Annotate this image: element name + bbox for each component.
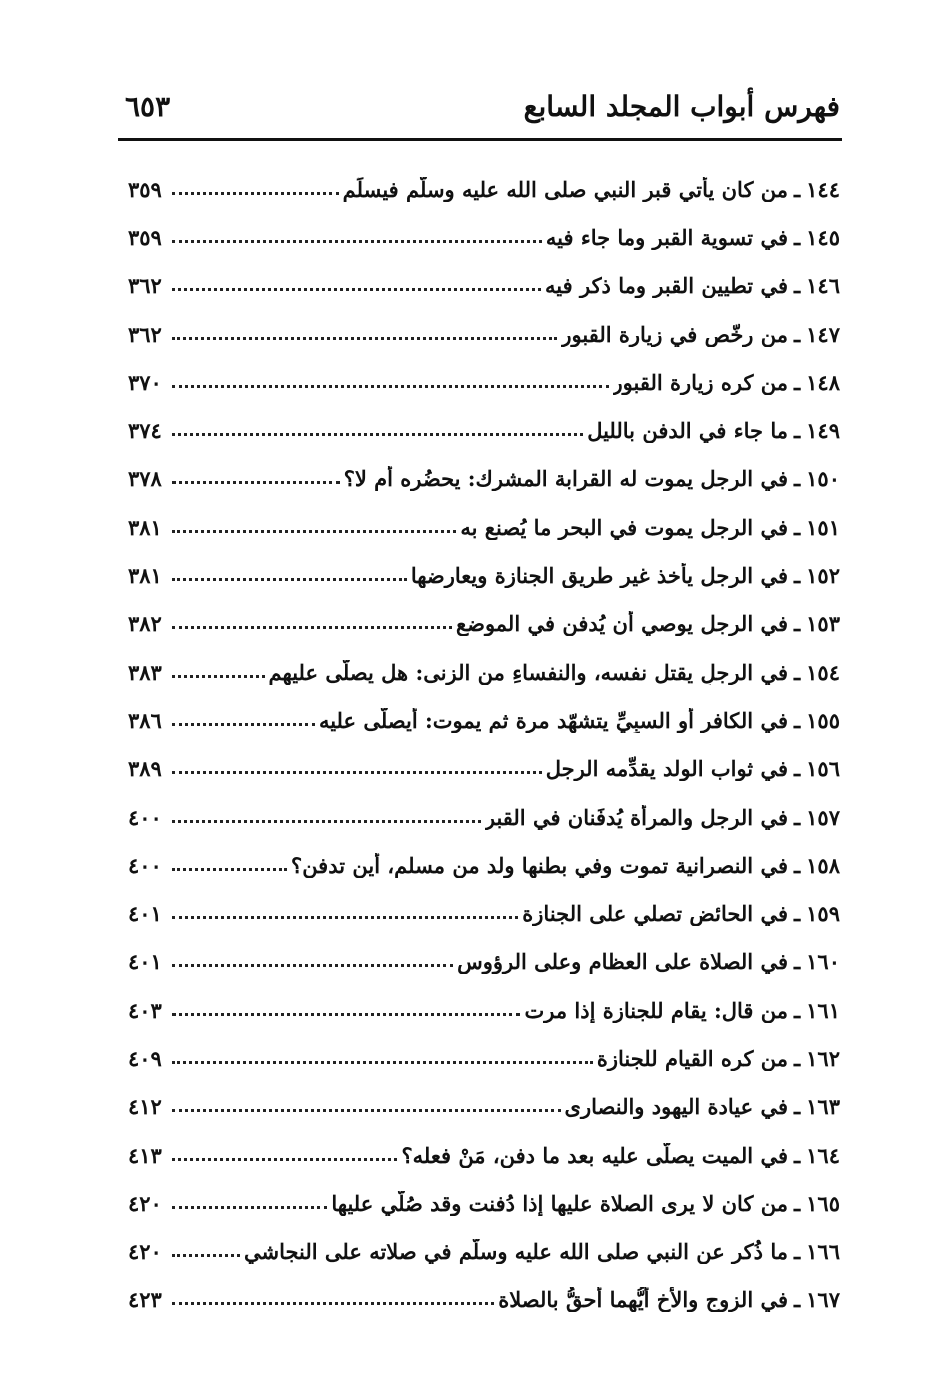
entry-title: من كره زيارة القبور xyxy=(612,369,788,395)
dot-leader xyxy=(172,771,542,774)
entry-number: ١٤٦ xyxy=(806,273,840,299)
toc-entry xyxy=(128,841,840,889)
entry-title: في تسوية القبر وما جاء فيه xyxy=(545,224,788,250)
dot-leader xyxy=(172,1158,397,1161)
entry-dash: ـ xyxy=(794,273,801,299)
toc-entry xyxy=(128,551,840,599)
entry-page-number: ٤٠١ xyxy=(128,949,162,975)
entry-number: ١٤٧ xyxy=(806,321,840,347)
entry-page-number: ٤٠١ xyxy=(128,901,162,927)
entry-number: ١٦١ xyxy=(806,997,840,1023)
entry-page-number: ٤١٢ xyxy=(128,1094,162,1120)
dot-leader xyxy=(172,820,481,823)
entry-page-number: ٣٨٦ xyxy=(128,707,162,733)
entry-dash: ـ xyxy=(794,804,801,830)
entry-page-number: ٣٧٠ xyxy=(128,369,162,395)
dot-leader xyxy=(172,530,456,533)
entry-number: ١٥٠ xyxy=(806,466,840,492)
toc-entry xyxy=(128,986,840,1034)
entry-page-number: ٤٢٣ xyxy=(128,1287,162,1313)
entry-title: ما ذُكر عن النبي صلى الله عليه وسلّم في صلاته على النجاشي xyxy=(243,1239,788,1265)
toc-entry xyxy=(128,1276,840,1324)
entry-dash: ـ xyxy=(794,176,801,202)
entry-title: ما جاء في الدفن بالليل xyxy=(587,418,788,444)
entry-dash: ـ xyxy=(794,466,801,492)
entry-number: ١٦٠ xyxy=(806,949,840,975)
entry-dash: ـ xyxy=(794,514,801,540)
entry-number: ١٥٦ xyxy=(806,756,840,782)
page-number: ٦٥٣ xyxy=(125,90,171,123)
entry-title: في الزوج والأخ أيُّهما أحقُّ بالصلاة xyxy=(498,1287,788,1313)
toc-entry xyxy=(128,793,840,841)
entry-title: من رخّص في زيارة القبور xyxy=(561,321,788,347)
entry-title: في الرجل والمرأة يُدفَنان في القبر xyxy=(484,804,788,830)
header-divider xyxy=(118,138,842,141)
entry-dash: ـ xyxy=(794,418,801,444)
entry-title: في الرجلِ يقتل نفسه، والنفساءِ من الزنى: هل يصلَّى عليهم xyxy=(268,659,788,685)
dot-leader xyxy=(172,481,340,484)
entry-number: ١٤٤ xyxy=(806,176,840,202)
entry-number: ١٦٧ xyxy=(806,1287,840,1313)
entry-number: ١٦٢ xyxy=(806,1045,840,1071)
entry-number: ١٥٩ xyxy=(806,901,840,927)
entry-title: في الميت يصلّى عليه بعد ما دفن، مَنْ فعله؟ xyxy=(401,1142,788,1168)
entry-dash: ـ xyxy=(794,997,801,1023)
entry-number: ١٤٥ xyxy=(806,224,840,250)
entry-title: من كان يأتي قبر النبي صلى الله عليه وسلّم فيسلِّم xyxy=(342,176,788,202)
entry-title: من قال: يقام للجنازة إذا مرت xyxy=(524,997,788,1023)
entry-number: ١٦٤ xyxy=(806,1142,840,1168)
entry-number: ١٥٥ xyxy=(806,707,840,733)
dot-leader xyxy=(172,1061,593,1064)
entry-title: في الحائض تصلي على الجنازة xyxy=(522,901,788,927)
dot-leader xyxy=(172,964,453,967)
toc-entry xyxy=(128,1034,840,1082)
entry-number: ١٦٦ xyxy=(806,1239,840,1265)
toc-entry xyxy=(128,310,840,358)
entry-title: في عيادة اليهود والنصارى xyxy=(564,1094,788,1120)
entry-dash: ـ xyxy=(794,1190,801,1216)
entry-number: ١٥٤ xyxy=(806,659,840,685)
entry-page-number: ٣٦٢ xyxy=(128,273,162,299)
dot-leader xyxy=(172,1302,494,1305)
dot-leader xyxy=(172,723,315,726)
dot-leader xyxy=(172,578,407,581)
toc-entry xyxy=(128,406,840,454)
entry-page-number: ٤٠٠ xyxy=(128,804,162,830)
entry-page-number: ٣٧٤ xyxy=(128,418,162,444)
entry-number: ١٦٥ xyxy=(806,1190,840,1216)
entry-number: ١٥٨ xyxy=(806,852,840,878)
page-header xyxy=(125,86,840,132)
dot-leader xyxy=(172,1206,327,1209)
entry-dash: ـ xyxy=(794,659,801,685)
entry-dash: ـ xyxy=(794,901,801,927)
toc-entry xyxy=(128,600,840,648)
entry-number: ١٤٩ xyxy=(806,418,840,444)
entry-page-number: ٤٢٠ xyxy=(128,1239,162,1265)
entry-title: من كان لا يرى الصلاة عليها إذا دُفنت وقد صُلّي عليها xyxy=(331,1190,788,1216)
entry-title: في تطيين القبر وما ذكر فيه xyxy=(545,273,788,299)
toc-entry xyxy=(128,165,840,213)
entry-dash: ـ xyxy=(794,1094,801,1120)
entry-dash: ـ xyxy=(794,224,801,250)
toc-entry xyxy=(128,358,840,406)
dot-leader xyxy=(172,433,583,436)
toc-entry xyxy=(128,696,840,744)
entry-dash: ـ xyxy=(794,321,801,347)
toc-entry xyxy=(128,938,840,986)
toc-entry xyxy=(128,745,840,793)
entry-number: ١٥٧ xyxy=(806,804,840,830)
dot-leader xyxy=(172,385,609,388)
dot-leader xyxy=(172,868,287,871)
entry-page-number: ٣٨٢ xyxy=(128,611,162,637)
entry-number: ١٦٣ xyxy=(806,1094,840,1120)
entry-number: ١٤٨ xyxy=(806,369,840,395)
toc-entry xyxy=(128,1179,840,1227)
entry-page-number: ٤٠٠ xyxy=(128,852,162,878)
table-of-contents xyxy=(128,165,840,1324)
entry-title: في الرجل يأخذ غير طريق الجنازة ويعارضها xyxy=(410,563,788,589)
entry-title: في النصرانية تموت وفي بطنها ولد من مسلم، أين تدفن؟ xyxy=(291,852,788,878)
toc-entry xyxy=(128,648,840,696)
toc-entry xyxy=(128,455,840,503)
entry-dash: ـ xyxy=(794,611,801,637)
toc-entry xyxy=(128,889,840,937)
entry-page-number: ٣٥٩ xyxy=(128,176,162,202)
dot-leader xyxy=(172,288,541,291)
entry-title: في الصلاة على العظام وعلى الرؤوس xyxy=(457,949,788,975)
dot-leader xyxy=(172,675,265,678)
entry-dash: ـ xyxy=(794,949,801,975)
entry-page-number: ٣٦٢ xyxy=(128,321,162,347)
entry-number: ١٥٣ xyxy=(806,611,840,637)
toc-entry xyxy=(128,1131,840,1179)
entry-title: في ثواب الولد يقدِّمه الرجل xyxy=(545,756,788,782)
entry-dash: ـ xyxy=(794,1045,801,1071)
entry-page-number: ٣٨١ xyxy=(128,514,162,540)
entry-title: في الرجل يموت له القرابة المشرك: يحضُره أم لا؟ xyxy=(343,466,788,492)
entry-page-number: ٣٧٨ xyxy=(128,466,162,492)
entry-title: في الرجل يوصي أن يُدفن في الموضع xyxy=(455,611,788,637)
entry-page-number: ٣٨١ xyxy=(128,563,162,589)
entry-page-number: ٣٨٩ xyxy=(128,756,162,782)
entry-number: ١٥١ xyxy=(806,514,840,540)
toc-entry xyxy=(128,503,840,551)
entry-number: ١٥٢ xyxy=(806,563,840,589)
dot-leader xyxy=(172,626,452,629)
dot-leader xyxy=(172,916,518,919)
entry-page-number: ٤١٣ xyxy=(128,1142,162,1168)
toc-entry xyxy=(128,262,840,310)
entry-dash: ـ xyxy=(794,1287,801,1313)
toc-entry xyxy=(128,1083,840,1131)
entry-dash: ـ xyxy=(794,707,801,733)
entry-page-number: ٤٢٠ xyxy=(128,1190,162,1216)
dot-leader xyxy=(172,1254,240,1257)
dot-leader xyxy=(172,1013,520,1016)
dot-leader xyxy=(172,240,542,243)
entry-title: في الرجل يموت في البحر ما يُصنع به xyxy=(460,514,788,540)
toc-entry xyxy=(128,1228,840,1276)
dot-leader xyxy=(172,337,557,340)
entry-page-number: ٤٠٣ xyxy=(128,997,162,1023)
entry-dash: ـ xyxy=(794,1239,801,1265)
entry-dash: ـ xyxy=(794,756,801,782)
entry-dash: ـ xyxy=(794,563,801,589)
entry-dash: ـ xyxy=(794,1142,801,1168)
dot-leader xyxy=(172,1109,561,1112)
entry-dash: ـ xyxy=(794,852,801,878)
toc-entry xyxy=(128,213,840,261)
dot-leader xyxy=(172,192,339,195)
entry-title: من كره القيام للجنازة xyxy=(596,1045,788,1071)
entry-page-number: ٣٨٣ xyxy=(128,659,162,685)
entry-page-number: ٣٥٩ xyxy=(128,224,162,250)
entry-title: في الكافر أو السبِيِّ يتشهّد مرة ثم يموت: أيصلَّى عليه xyxy=(318,707,788,733)
running-title: فهرس أبواب المجلد السابع xyxy=(523,90,840,123)
entry-dash: ـ xyxy=(794,369,801,395)
entry-page-number: ٤٠٩ xyxy=(128,1045,162,1071)
